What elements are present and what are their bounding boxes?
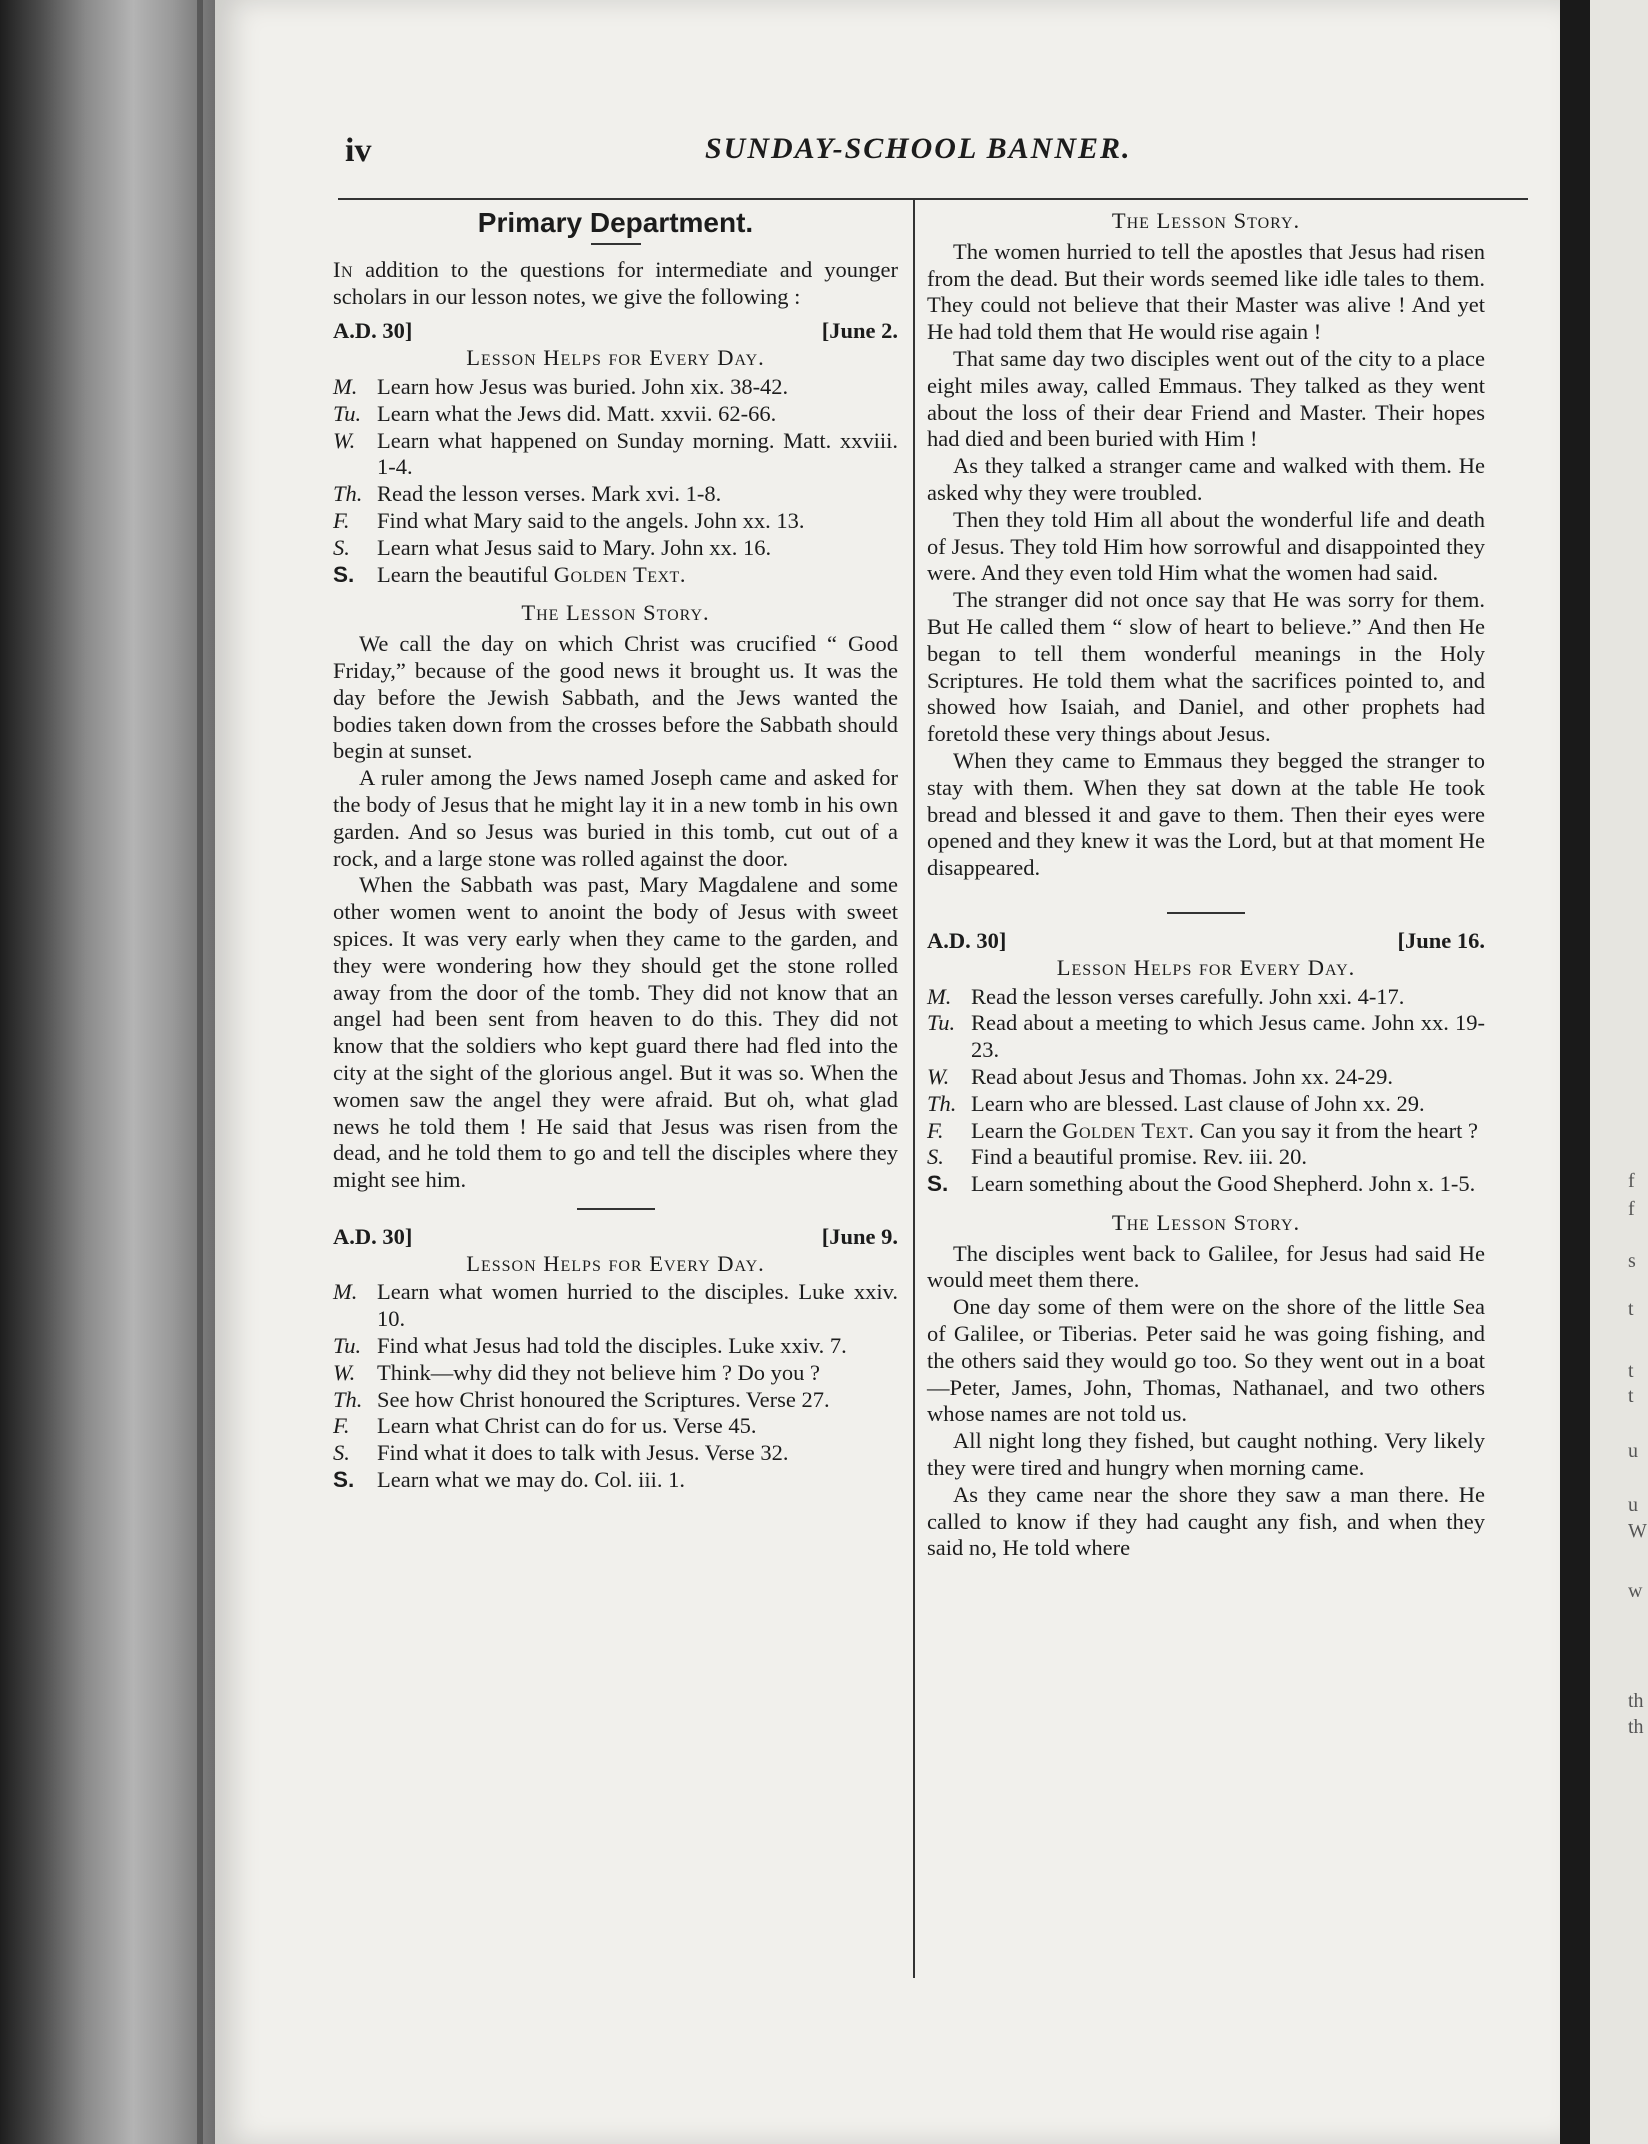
department-title: Primary Department. [477, 207, 754, 238]
help-item [333, 535, 898, 562]
help-day: W. [927, 1063, 950, 1089]
help-item [927, 1064, 1485, 1091]
help-text: Find what Mary said to the angels. John xx. 13. [377, 507, 805, 533]
help-day: S. [927, 1171, 949, 1197]
help-day: S. [333, 1467, 355, 1493]
helps-title: Lesson Helps for Every Day. [1056, 954, 1356, 980]
story-paragraph: That same day two disciples went out of the city to a place eight miles away, called Emmaus. They talked as they went about the loss of their dear Friend and Master. Their hopes had died and been buried with Him ! [927, 345, 1485, 452]
help-text: Find what Jesus had told the disciples. Luke xxiv. 7. [377, 1333, 847, 1359]
help-item [927, 984, 1485, 1011]
left-column [333, 208, 898, 1494]
facing-page-fragment: t [1628, 1360, 1634, 1382]
help-text: Read about a meeting to which Jesus came. John xx. 19-23. [971, 1010, 1485, 1063]
lesson-year: A.D. 30] [333, 318, 413, 344]
facing-page-fragment: f [1628, 1198, 1635, 1220]
help-item-friday [927, 1118, 1485, 1145]
help-item-sunday [333, 562, 898, 589]
help-text: Learn how Jesus was buried. John xix. 38-42. [377, 373, 789, 399]
help-day: Tu. [333, 400, 362, 426]
help-item [333, 1440, 898, 1467]
journal-title: SUNDAY-SCHOOL BANNER. [705, 132, 1132, 165]
help-text [377, 562, 898, 589]
helps-title: Lesson Helps for Every Day. [466, 345, 765, 371]
help-day: S. [333, 534, 350, 560]
intro-initial: In [333, 256, 354, 282]
facing-page-fragment: th [1628, 1690, 1644, 1712]
help-item [333, 374, 898, 401]
story-paragraph: All night long they fished, but caught nothing. Very likely they were tired and hungry when morning came. [927, 1428, 1485, 1481]
help-text-part: Can you say it from the heart ? [1199, 1117, 1479, 1143]
story-paragraph: As they talked a stranger came and walked with them. He asked why they were troubled. [927, 453, 1485, 505]
help-item-sunday [333, 1467, 898, 1494]
lesson-heading [333, 1224, 898, 1251]
help-text: See how Christ honoured the Scriptures. Verse 27. [377, 1386, 830, 1412]
help-item [927, 1010, 1485, 1064]
facing-page-fragment: s [1628, 1250, 1636, 1272]
help-text: Learn what women hurried to the disciples. Luke xxiv. 10. [377, 1279, 898, 1332]
help-day: S. [333, 1440, 350, 1466]
help-item [333, 1387, 898, 1414]
help-text: Find a beautiful promise. Rev. iii. 20. [971, 1144, 1307, 1170]
story-title: The Lesson Story. [1111, 208, 1301, 233]
book-gutter [0, 0, 215, 2144]
story-paragraph: A ruler among the Jews named Joseph came and asked for the body of Jesus that he might lay it in a new tomb in his own garden. And so Jesus was buried in this tomb, cut out of a rock, and a large stone was rolled against the door. [333, 765, 898, 871]
facing-page-fragment: f [1628, 1170, 1635, 1192]
facing-page-fragment: u [1628, 1440, 1638, 1462]
story-paragraph: The women hurried to tell the apostles that Jesus had risen from the dead. But their words seemed like idle tales to them. They could not believe that their Master was alive ! And yet He had told them that He would rise again ! [927, 238, 1485, 345]
story-title: The Lesson Story. [521, 600, 710, 626]
help-text: Learn something about the Good Shepherd. John x. 1-5. [971, 1171, 1476, 1197]
story-paragraph: The disciples went back to Galilee, for Jesus had said He would meet them there. [927, 1240, 1485, 1293]
story-paragraph: Then they told Him all about the wonderful life and death of Jesus. They told Him how sorrowful and disappointed they were. And they even told Him what the women had said. [927, 506, 1485, 586]
golden-text-label: Golden Text. [553, 561, 686, 587]
golden-text-label: Golden Text. [1062, 1117, 1195, 1143]
help-item [333, 1360, 898, 1387]
column-rule [913, 198, 915, 1978]
lesson-year: A.D. 30] [927, 927, 1007, 953]
help-text-part: Learn the [971, 1117, 1057, 1143]
lesson-date: [June 2. [821, 318, 898, 344]
help-text: Find what it does to talk with Jesus. Verse 32. [377, 1440, 789, 1466]
help-text: Learn what happened on Sunday morning. Matt. xxviii. 1-4. [377, 427, 898, 480]
page-number: iv [345, 132, 372, 169]
help-text: Learn what Christ can do for us. Verse 45. [377, 1413, 757, 1439]
running-head [345, 132, 1525, 172]
intro-paragraph [333, 257, 898, 311]
helps-list [927, 984, 1485, 1198]
help-day: S. [927, 1144, 944, 1170]
facing-page-edge [1560, 0, 1648, 2144]
facing-page-fragment: t [1628, 1385, 1634, 1407]
help-day: Tu. [333, 1333, 362, 1359]
story-paragraph: One day some of them were on the shore of the little Sea of Galilee, or Tiberias. Peter said he was going fishing, and the others said they would go too. So they went out in a boat—Peter, James, John, Thomas, Nathanael, and two others whose names are not told us. [927, 1294, 1485, 1427]
help-day: W. [333, 1359, 356, 1385]
help-day: Th. [927, 1090, 957, 1116]
helps-list [333, 1279, 898, 1493]
help-text [971, 1118, 1485, 1145]
help-day: M. [333, 373, 358, 399]
section-rule [1167, 912, 1245, 914]
help-item [333, 508, 898, 535]
help-day: W. [333, 427, 356, 453]
facing-page-sliver [1590, 0, 1648, 2144]
help-day: M. [333, 1279, 358, 1305]
help-day: Th. [333, 1386, 363, 1412]
help-item [333, 1279, 898, 1333]
facing-page-fragment: th [1628, 1716, 1644, 1738]
help-text: Read about Jesus and Thomas. John xx. 24-29. [971, 1063, 1394, 1089]
help-item [333, 1413, 898, 1440]
help-day: Tu. [927, 1010, 956, 1036]
help-text: Think—why did they not believe him ? Do you ? [377, 1359, 821, 1385]
lesson-date: [June 9. [821, 1223, 898, 1249]
story-paragraph: As they came near the shore they saw a man there. He called to know if they had caught any fish, and when they said no, He told where [927, 1481, 1485, 1561]
help-day: Th. [333, 481, 363, 507]
story-paragraph: When they came to Emmaus they begged the stranger to stay with them. When they sat down at the table He took bread and blessed it and gave to them. Then their eyes were opened and they knew it was the Lord, but at that moment He disappeared. [927, 747, 1485, 881]
help-text: Read the lesson verses carefully. John xxi. 4-17. [971, 983, 1405, 1009]
title-rule [591, 243, 641, 245]
help-text: Learn who are blessed. Last clause of John xx. 29. [971, 1090, 1425, 1116]
help-day: F. [333, 1413, 350, 1439]
help-text: Learn what we may do. Col. iii. 1. [377, 1467, 686, 1493]
help-item [333, 481, 898, 508]
lesson-heading [927, 928, 1485, 955]
help-day: F. [333, 507, 350, 533]
story-paragraph: We call the day on which Christ was crucified “ Good Friday,” because of the good news it brought us. It was the day before the Jewish Sabbath, and the Jews wanted the bodies taken down from the crosses before the Sabbath should begin at sunset. [333, 631, 898, 764]
help-item [333, 428, 898, 482]
story-title: The Lesson Story. [1111, 1209, 1301, 1235]
story-paragraph: The stranger did not once say that He was sorry for them. But He called them “ slow of heart to believe.” And then He began to tell them wonderful meanings in the Holy Scriptures. He told them what the sacrifices pointed to, and showed how Isaiah, and Daniel, and other prophets had foretold these very things about Jesus. [927, 587, 1485, 747]
right-column [927, 208, 1485, 1562]
help-item [927, 1091, 1485, 1118]
facing-page-fragment: u [1628, 1494, 1638, 1516]
help-item [927, 1144, 1485, 1171]
help-day: S. [333, 561, 355, 587]
lesson-year: A.D. 30] [333, 1223, 413, 1249]
help-day: F. [927, 1117, 944, 1143]
helps-title: Lesson Helps for Every Day. [466, 1250, 765, 1276]
lesson-heading [333, 318, 898, 345]
help-text: Learn what Jesus said to Mary. John xx. 16. [377, 534, 772, 560]
help-item [333, 401, 898, 428]
lesson-date: [June 16. [1397, 927, 1485, 953]
section-rule [577, 1208, 655, 1210]
facing-page-fragment: t [1628, 1298, 1634, 1320]
help-item [333, 1333, 898, 1360]
facing-page-fragment: W [1628, 1520, 1647, 1542]
help-text-part: Learn the beautiful [377, 561, 549, 587]
header-rule [338, 198, 1528, 200]
help-text: Learn what the Jews did. Matt. xxvii. 62-66. [377, 400, 777, 426]
help-day: M. [927, 983, 952, 1009]
help-text: Read the lesson verses. Mark xvi. 1-8. [377, 481, 722, 507]
story-paragraph: When the Sabbath was past, Mary Magdalene and some other women went to anoint the body of Jesus with sweet spices. It was very early when they came to the garden, and they were wondering how they should get the stone rolled away from the door of the tomb. They did not know that an angel had been sent from heaven to do this. They did not know that the soldiers who kept guard there had fled into the city at the sight of the glorious angel. But it was so. When the women saw the angel they were afraid. But oh, what glad news he told them ! He said that Jesus was risen from the dead, and he told them to go and tell the disciples where they might see him. [333, 872, 898, 1193]
intro-text: addition to the questions for intermediate and younger scholars in our lesson notes, we give the following : [333, 256, 898, 309]
facing-page-fragment: w [1628, 1580, 1643, 1602]
helps-list [333, 374, 898, 588]
help-item-sunday [927, 1171, 1485, 1198]
